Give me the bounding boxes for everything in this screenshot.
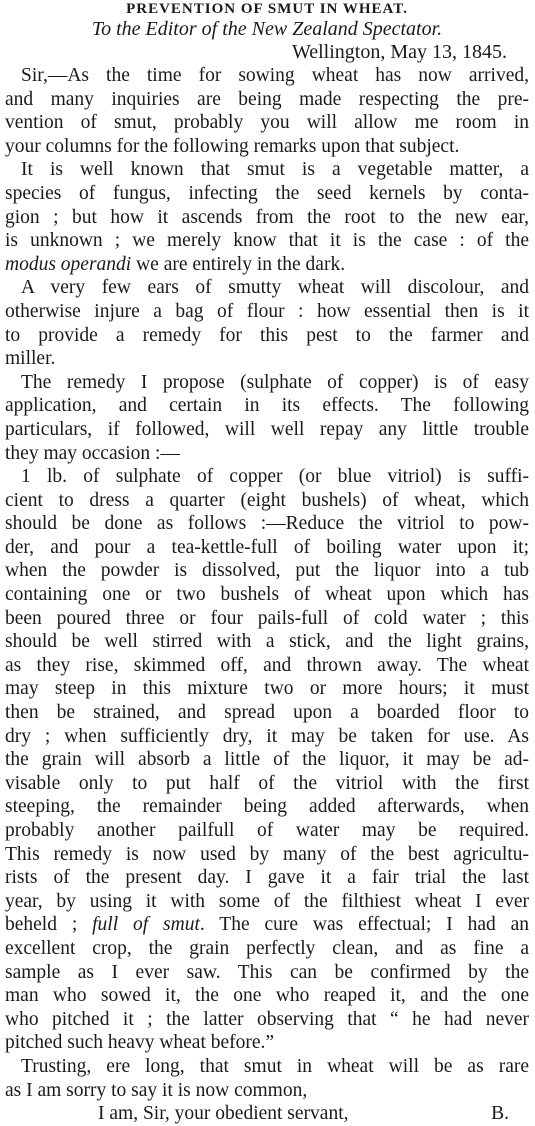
text-line: vention of smut, probably you will allow me room in <box>5 112 529 134</box>
text-line: cient to dress a quarter (eight bushels) of wheat, which <box>5 489 529 511</box>
article-title: PREVENTION OF SMUT IN WHEAT. <box>126 1 408 17</box>
signoff <box>5 1102 529 1126</box>
signature: B. <box>491 1103 509 1125</box>
text-line: the grain will absorb a little of the liquor, it may be ad- <box>5 749 529 771</box>
text-line: containing one or two bushels of wheat upon which has <box>5 584 529 606</box>
text-line: sample as I ever saw. This can be confirmed by the <box>5 961 529 983</box>
text-line: beheld ; full of smut. The cure was effectual; I had an <box>5 914 529 936</box>
text-line: excellent crop, the grain perfectly clean, and as fine a <box>5 937 529 959</box>
text-line: when the powder is dissolved, put the liquor into a tub <box>5 560 529 582</box>
text-line: steeping, the remainder being added afterwards, when <box>5 796 529 818</box>
text-line: der, and pour a tea-kettle-full of boiling water upon it; <box>5 536 529 558</box>
text-line: and many inquiries are being made respecting the pre- <box>5 88 529 110</box>
text-line: to provide a remedy for this pest to the farmer and <box>5 324 529 346</box>
text-line: gion ; but how it ascends from the root to the new ear, <box>5 206 529 228</box>
text-line: as they rise, skimmed off, and thrown away. The wheat <box>5 654 529 676</box>
text-line: application, and certain in its effects. The following <box>5 395 529 417</box>
text-line: visable only to put half of the vitriol with the first <box>5 772 529 794</box>
dateline: Wellington, May 13, 1845. <box>291 41 507 63</box>
text-line: as I am sorry to say it is now common, <box>5 1079 308 1101</box>
text-line: who pitched it ; the latter observing that “ he had never <box>5 1008 529 1030</box>
text-line: The remedy I propose (sulphate of copper) is of easy <box>21 371 529 393</box>
text-line: Sir,—As the time for sowing wheat has now arrived, <box>21 65 529 86</box>
text-line: pitched such heavy wheat before.” <box>5 1032 275 1054</box>
text-line: been poured three or four pails-full of cold water ; this <box>5 607 529 629</box>
text-line: year, by using it with some of the filthiest wheat I ever <box>5 890 529 912</box>
text-line: modus operandi we are entirely in the dark. <box>5 253 346 275</box>
text-line: 1 lb. of sulphate of copper (or blue vitriol) is suffi- <box>21 466 529 488</box>
text-line: rists of the present day. I gave it a fair trial the last <box>5 867 529 889</box>
paragraph <box>5 158 529 276</box>
text-line: should be well stirred with a stick, and the light grains, <box>5 631 529 653</box>
text-line: is unknown ; we merely know that it is the case : of the <box>5 230 529 252</box>
text-line: A very few ears of smutty wheat will discolour, and <box>21 277 529 299</box>
paragraph <box>5 1055 529 1102</box>
text-line: This remedy is now used by many of the best agricultu- <box>5 843 529 865</box>
text-line: they may occasion :— <box>5 442 180 464</box>
paragraph <box>5 276 529 370</box>
text-line: miller. <box>5 348 56 370</box>
text-line: otherwise injure a bag of flour : how essential then is it <box>5 300 529 322</box>
closing-line: I am, Sir, your obedient servant, <box>98 1103 349 1125</box>
paragraph <box>5 465 529 1055</box>
paragraph <box>5 64 529 158</box>
text-line: Trusting, ere long, that smut in wheat will be as rare <box>21 1055 529 1077</box>
text-line: your columns for the following remarks upon that subject. <box>5 135 460 157</box>
text-line: It is well known that smut is a vegetable matter, a <box>21 159 529 181</box>
letter-body <box>5 64 529 1102</box>
text-line: should be done as follows :—Reduce the vitriol to pow- <box>5 513 529 535</box>
text-line: man who sowed it, the one who reaped it, and the one <box>5 985 529 1007</box>
paragraph <box>5 371 529 465</box>
text-line: may steep in this mixture two or more hours; it must <box>5 678 529 700</box>
text-line: probably another pailfull of water may be required. <box>5 820 529 841</box>
text-line: dry ; when sufficiently dry, it may be taken for use. As <box>5 725 529 747</box>
text-line: particulars, if followed, will well repay any little trouble <box>5 418 529 440</box>
text-line: species of fungus, infecting the seed kernels by conta- <box>5 182 529 204</box>
addressee-line: To the Editor of the New Zealand Spectator. <box>91 18 443 40</box>
text-line: then be strained, and spread upon a boarded floor to <box>5 702 529 724</box>
letter-article <box>5 0 529 1126</box>
